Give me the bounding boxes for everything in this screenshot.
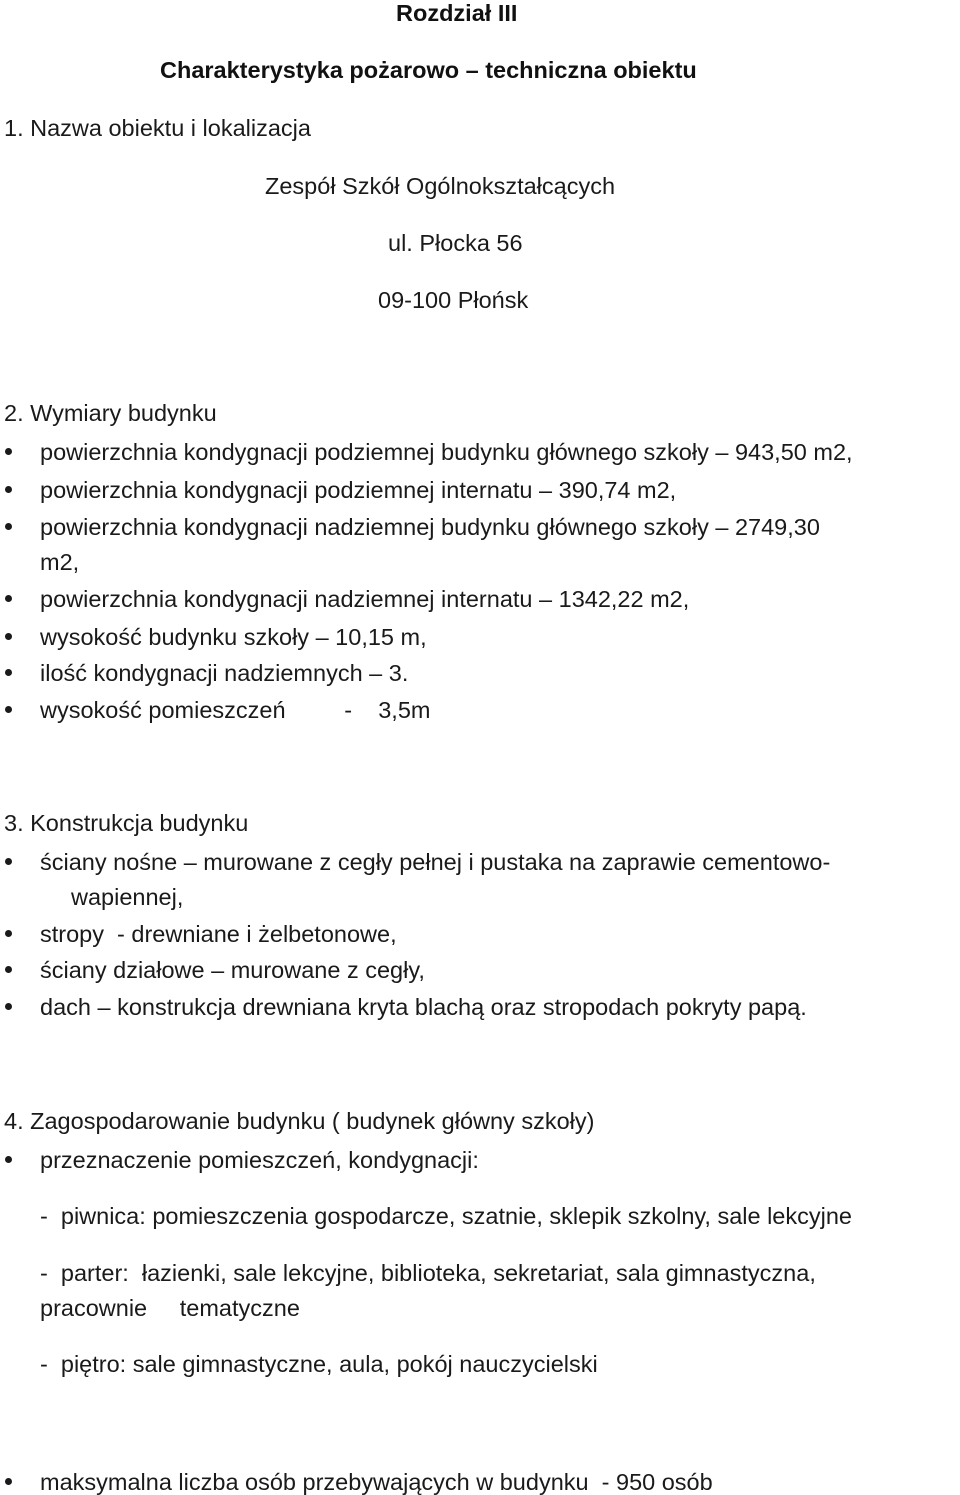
list-item: wysokość budynku szkoły – 10,15 m, xyxy=(40,624,427,650)
list-item: powierzchnia kondygnacji podziemnej internatu – 390,74 m2, xyxy=(40,477,677,503)
list-item: powierzchnia kondygnacji nadziemnej internatu – 1342,22 m2, xyxy=(40,586,690,612)
bullet-icon xyxy=(5,858,12,865)
bullet-icon xyxy=(5,1478,12,1485)
bullet-icon xyxy=(5,669,12,676)
bullet-icon xyxy=(5,523,12,530)
list-item: dach – konstrukcja drewniana kryta blachą oraz stropodach pokryty papą. xyxy=(40,994,807,1020)
list-item: ilość kondygnacji nadziemnych – 3. xyxy=(40,660,409,686)
section-3-heading: 3. Konstrukcja budynku xyxy=(4,810,249,836)
object-name: Zespół Szkół Ogólnokształcących xyxy=(265,173,616,199)
chapter-heading: Rozdział III xyxy=(396,0,518,26)
bullet-icon xyxy=(5,1156,12,1163)
floor-item-continuation: pracownie tematyczne xyxy=(40,1295,300,1321)
list-item: przeznaczenie pomieszczeń, kondygnacji: xyxy=(40,1147,479,1173)
floor-item-first: - piętro: sale gimnastyczne, aula, pokój nauczycielski xyxy=(40,1351,598,1377)
list-item: ściany nośne – murowane z cegły pełnej i pustaka na zaprawie cementowo- xyxy=(40,849,831,875)
bullet-icon xyxy=(5,595,12,602)
bullet-icon xyxy=(5,930,12,937)
list-item: ściany działowe – murowane z cegły, xyxy=(40,957,425,983)
object-street: ul. Płocka 56 xyxy=(388,230,523,256)
list-item: powierzchnia kondygnacji nadziemnej budynku głównego szkoły – 2749,30 xyxy=(40,514,820,540)
bullet-icon xyxy=(5,966,12,973)
list-item-continuation: m2, xyxy=(40,549,80,575)
document-title: Charakterystyka pożarowo – techniczna obiektu xyxy=(160,57,697,83)
bullet-icon xyxy=(5,706,12,713)
section-2-heading: 2. Wymiary budynku xyxy=(4,400,217,426)
list-item: maksymalna liczba osób przebywających w budynku - 950 osób xyxy=(40,1469,713,1495)
section-4-heading: 4. Zagospodarowanie budynku ( budynek główny szkoły) xyxy=(4,1108,595,1134)
floor-item-basement: - piwnica: pomieszczenia gospodarcze, szatnie, sklepik szkolny, sale lekcyjne xyxy=(40,1203,852,1229)
bullet-icon xyxy=(5,1003,12,1010)
list-item: powierzchnia kondygnacji podziemnej budynku głównego szkoły – 943,50 m2, xyxy=(40,439,853,465)
floor-item-ground: - parter: łazienki, sale lekcyjne, biblioteka, sekretariat, sala gimnastyczna, xyxy=(40,1260,816,1286)
object-city: 09-100 Płońsk xyxy=(378,287,529,313)
list-item: wysokość pomieszczeń - 3,5m xyxy=(40,697,431,723)
bullet-icon xyxy=(5,633,12,640)
bullet-icon xyxy=(5,486,12,493)
bullet-icon xyxy=(5,448,12,455)
section-1-heading: 1. Nazwa obiektu i lokalizacja xyxy=(4,115,311,141)
list-item-continuation: wapiennej, xyxy=(71,884,184,910)
list-item: stropy - drewniane i żelbetonowe, xyxy=(40,921,397,947)
